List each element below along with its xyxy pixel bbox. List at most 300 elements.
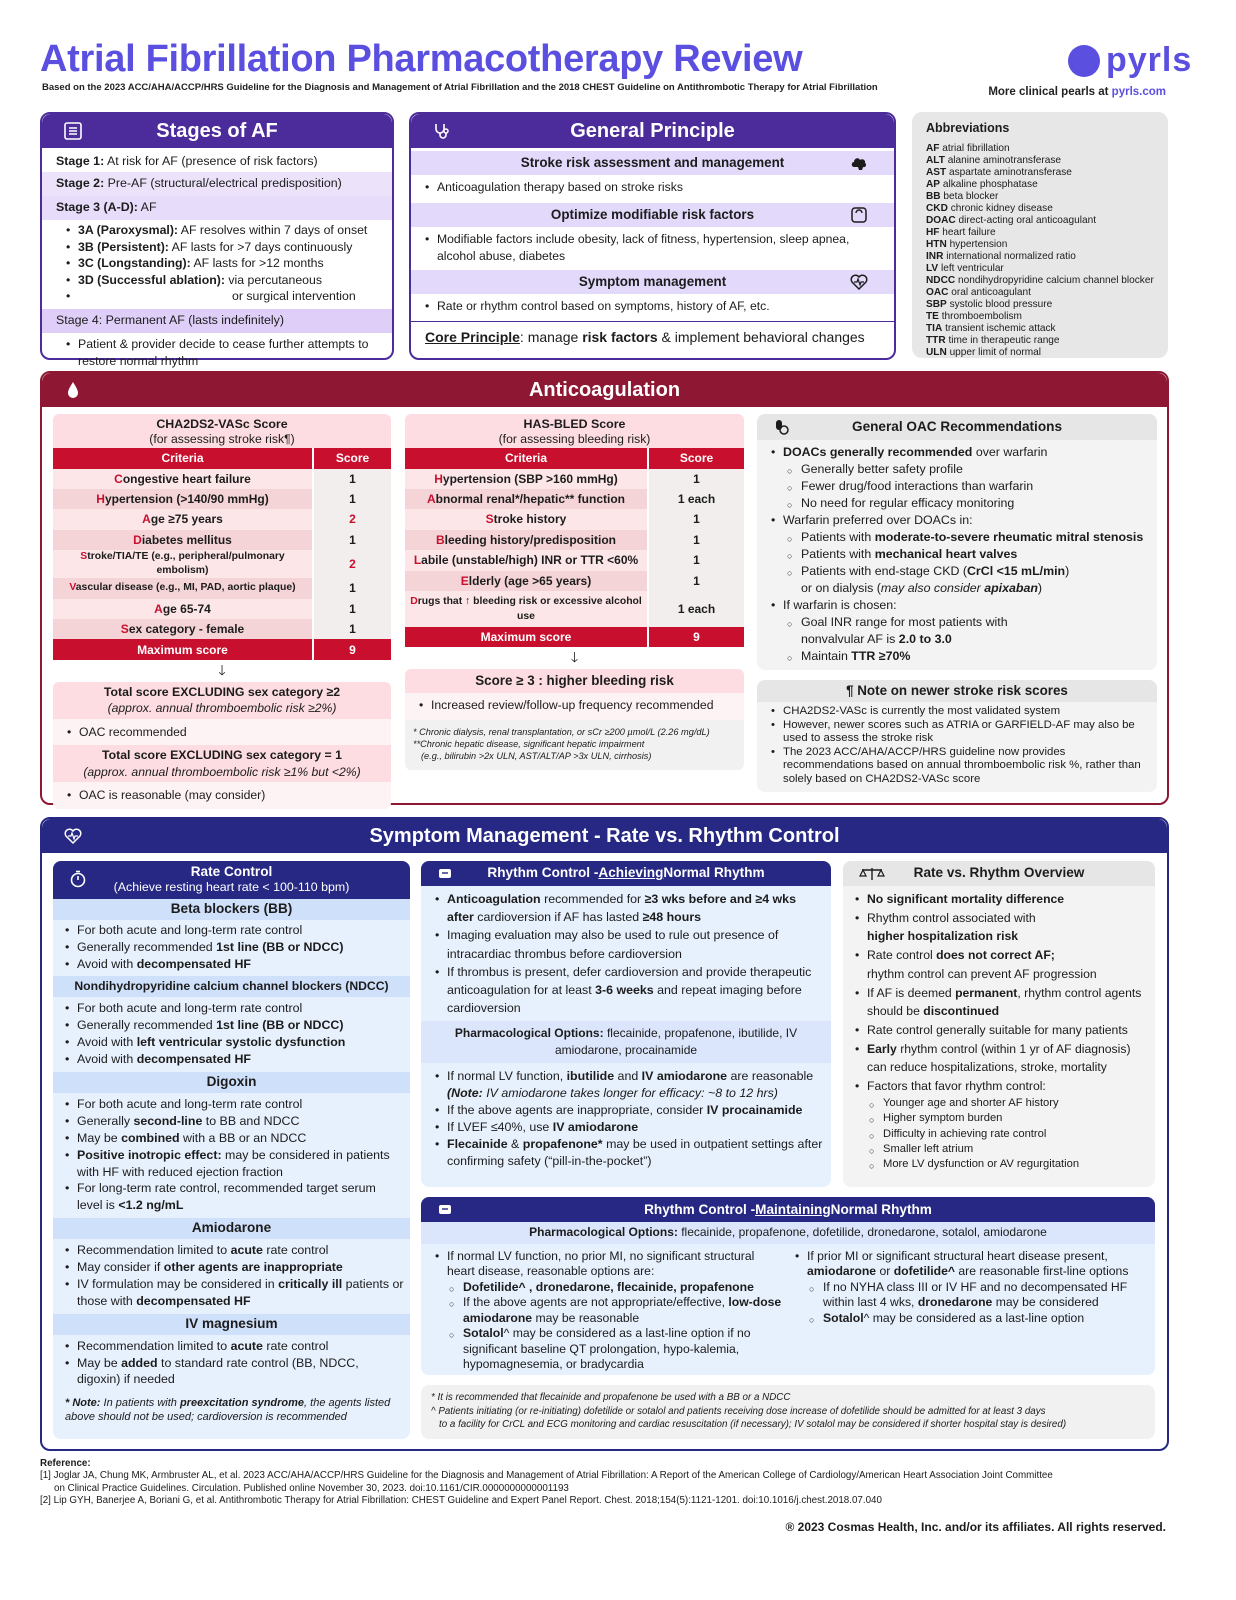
o4b: permanent <box>955 985 1018 1000</box>
stroke-risk-heading <box>411 151 894 175</box>
ach-p2 <box>435 1102 823 1119</box>
abbr-term: HF <box>926 226 940 238</box>
p2a: If the above agents are inappropriate, consider <box>447 1103 707 1118</box>
oac-c5a: Patients with <box>801 547 875 561</box>
table-row <box>405 530 744 550</box>
p3a: If LVEF ≤40%, use <box>447 1120 553 1135</box>
has-section <box>405 414 744 770</box>
maint-r1 <box>795 1249 1145 1327</box>
stage-3c <box>66 255 384 272</box>
maint-ph-b: flecainide, propafenone, dofetilide, dronedarone, sotalol, amiodarone <box>677 1225 1047 1239</box>
symptom-item: • Rate or rhythm control based on symptoms, history of AF, etc. <box>425 298 884 314</box>
bb3a: Avoid with <box>77 956 137 971</box>
mg1a: Recommendation limited to <box>77 1338 231 1353</box>
stage-2 <box>42 172 392 196</box>
digoxin-item-4 <box>65 1147 404 1181</box>
cha-result-1 <box>53 682 391 719</box>
symptom-fn3: to a facility for CrCL and ECG monitoring and cardiac resuscitation (if necessary); IV sotalol may be considered if shorter hospital stay is desired) <box>439 1419 1067 1430</box>
amiodarone-list <box>53 1239 410 1314</box>
stage-2-text: Pre-AF (structural/electrical predisposition) <box>104 176 342 190</box>
o2a: Rhythm control associated with <box>867 910 1036 925</box>
score-cell: 1 <box>313 469 391 489</box>
oac-c6 <box>787 563 1147 597</box>
criteria-letter: H <box>96 492 105 507</box>
criteria-letter: H <box>434 471 443 486</box>
score-cell: 1 <box>648 550 744 570</box>
oac-b3-text: If warfarin is chosen: <box>783 598 897 612</box>
dg4a: Positive inotropic effect: <box>77 1147 222 1162</box>
oac-b2-text: Warfarin preferred over DOACs in: <box>783 513 973 527</box>
achieving-title-b: Achieving <box>598 865 664 881</box>
criteria-cell <box>405 509 648 529</box>
cha-result-2 <box>53 745 391 782</box>
cha-header <box>53 414 391 448</box>
reference-label: Reference: <box>40 1458 91 1469</box>
achieving-header <box>421 861 831 886</box>
ovr-5: • Rate control generally suitable for many patients <box>855 1021 1149 1040</box>
abbr-definition: aspartate aminotransferase <box>949 166 1072 178</box>
more-pearls-text <box>988 85 1166 101</box>
logo-dot-icon <box>1068 45 1100 77</box>
dg2c: to BB and NDCC <box>202 1113 300 1128</box>
oac-b3 <box>771 597 1147 665</box>
nd3a: Avoid with <box>77 1035 137 1050</box>
core-c: & implement behavioral changes <box>657 328 865 345</box>
criteria-letter: D <box>133 532 142 547</box>
abbr-item <box>926 287 1154 299</box>
has-fn3: (e.g., bilirubin >2x ULN, AST/ALT/AP >3x ULN, cirrhosis) <box>421 750 652 761</box>
cha-section <box>53 414 391 809</box>
abbr-item <box>926 239 1154 251</box>
symptom-fn1: * It is recommended that flecainide and propafenone be used with a BB or a NDCC <box>431 1392 791 1403</box>
cha-title: CHA2DS2-VASc Score <box>156 417 288 431</box>
criteria-letter: B <box>435 532 445 547</box>
oac-c4a: Patients with <box>801 530 875 544</box>
cha-r2-list <box>53 782 391 808</box>
bb2b: 1st line (BB or NDCC) <box>216 939 344 954</box>
abbreviations-title: Abbreviations <box>926 121 1010 135</box>
stage-3c-text: AF lasts for >12 months <box>190 256 324 271</box>
table-row <box>405 509 744 529</box>
stage-3a-label: 3A (Paroxysmal): <box>78 223 179 237</box>
maint-r3 <box>809 1311 1145 1327</box>
oac-c4 <box>787 529 1147 546</box>
r3a: Sotalol <box>823 1310 864 1325</box>
stroke-risk-list <box>411 175 894 203</box>
table-row <box>53 619 391 639</box>
cha-sub: (for assessing stroke risk¶) <box>149 431 295 446</box>
principle-panel <box>409 112 896 360</box>
mg1b: acute <box>230 1338 263 1353</box>
abbr-item <box>926 191 1154 203</box>
list-icon <box>64 122 82 140</box>
stage-1-text: At risk for AF (presence of risk factors) <box>104 154 318 168</box>
abbr-item <box>926 215 1154 227</box>
note-title: ¶ Note on newer stroke risk scores <box>757 680 1157 702</box>
ach-p3 <box>435 1119 823 1136</box>
abbr-definition: alanine aminotransferase <box>947 154 1062 166</box>
p1g: IV amiodarone takes longer for efficacy: ~8 to 12 hrs) <box>482 1086 778 1101</box>
stroke-risk-heading-text: Stroke risk assessment and management <box>520 154 785 170</box>
criteria-text: ge 65-74 <box>162 601 211 616</box>
o6b: rhythm control (within 1 yr of AF diagnosis) can reduce hospitalizations, stroke, mortality <box>867 1041 1131 1075</box>
core-label: Core Principle <box>425 328 520 345</box>
stage-3b-label: 3B (Persistent): <box>78 239 169 254</box>
stage-3d-label: 3D (Successful ablation): <box>78 272 225 287</box>
stroke-risk-item: • Anticoagulation therapy based on stroke risks <box>425 179 884 195</box>
mg2b: added <box>121 1355 158 1370</box>
r3b: ^ may be considered as a last-line option <box>863 1310 1085 1325</box>
maint-left-list <box>435 1249 795 1373</box>
p1b: ibutilide <box>566 1069 615 1084</box>
bb-item-2 <box>65 939 404 956</box>
abbr-item <box>926 155 1154 167</box>
oac-c8b: TTR ≥70% <box>851 649 911 663</box>
symptom-fn2: ^ Patients initiating (or re-initiating) dofetilide or sotalol and patients receiving dose increase of dofetilide should be admitted for at least 3 days <box>431 1405 1046 1417</box>
maint-right-list <box>795 1249 1145 1373</box>
balance-icon <box>859 866 885 882</box>
more-prefix: More clinical pearls at <box>988 86 1112 98</box>
oac-c7 <box>787 614 1147 648</box>
oac-c6e: may also consider <box>880 581 985 595</box>
pills-icon <box>773 419 789 435</box>
pyrls-logo[interactable] <box>1068 38 1192 84</box>
dg5b: <1.2 ng/mL <box>118 1198 184 1213</box>
abbr-term: ALT <box>926 154 945 166</box>
stages-title: Stages of AF <box>156 119 278 142</box>
a3a: If thrombus is present, defer cardioversion and provide therapeutic anticoagulation for at least <box>447 964 812 998</box>
abbr-definition: chronic kidney disease <box>950 202 1053 214</box>
oac-c6f: apixaban <box>984 581 1038 595</box>
ach-p1 <box>435 1068 823 1102</box>
abbr-term: AP <box>926 178 941 190</box>
mg2c: to standard rate control (BB, NDCC, digoxin) if needed <box>77 1355 359 1387</box>
abbr-term: HTN <box>926 238 947 250</box>
magnesium-list <box>53 1335 410 1393</box>
note-section <box>757 680 1157 792</box>
oac-b1a: DOACs generally recommended <box>783 445 973 459</box>
criteria-letter: S <box>120 622 129 637</box>
stage-3 <box>42 196 392 220</box>
ach-ph-a: Pharmacological Options: <box>454 1026 604 1041</box>
has-title: HAS-BLED Score <box>523 417 626 431</box>
overview-header <box>843 861 1155 886</box>
abbreviations-panel <box>912 112 1168 358</box>
score-cell: 1 each <box>648 591 744 627</box>
ndcc-list <box>53 997 410 1072</box>
am3c: patients or those with <box>77 1276 404 1308</box>
digoxin-item-3 <box>65 1130 404 1147</box>
rate-header <box>53 861 410 899</box>
has-table <box>405 448 744 647</box>
criteria-cell <box>405 591 648 627</box>
a1c: ≥3 wks before and ≥4 wks after <box>447 892 796 925</box>
abbr-definition: alkaline phosphatase <box>942 178 1038 190</box>
criteria-cell <box>53 530 313 550</box>
criteria-text: ypertension (SBP >160 mmHg) <box>442 471 618 486</box>
abbr-definition: direct-acting oral anticoagulant <box>958 214 1097 226</box>
score-cell: 2 <box>313 509 391 529</box>
note-item-1: • CHA2DS2-VASc is currently the most validated system <box>771 705 1147 719</box>
scale-icon <box>850 206 868 224</box>
note-item-3: • The 2023 ACC/AHA/ACCP/HRS guideline now provides recommendations based on annual thromboembolic risk %, rather than solely based on CHA2DS2-VASc score <box>771 746 1147 787</box>
abbr-definition: upper limit of normal <box>949 346 1042 358</box>
abbr-term: TE <box>926 310 939 322</box>
oac-c8a: Maintain <box>801 649 852 663</box>
am1c: rate control <box>262 1243 329 1258</box>
bb-list <box>53 920 410 977</box>
oac-c2: ○ Fewer drug/food interactions than warfarin <box>787 478 1147 495</box>
overview-section <box>843 861 1155 1187</box>
oac-header <box>757 414 1157 440</box>
reference-2: [2] Lip GYH, Banerjee A, Boriani G, et al. Antithrombotic Therapy for Atrial Fibrillation: CHEST Guideline and Expert Panel Report. Chest. 2018;154(5):1121-1201. doi:10.1016/j.chest.2018.07.040 <box>40 1495 882 1507</box>
maint-title-a: Rhythm Control - <box>644 1201 756 1217</box>
r1e: are reasonable first-line options <box>955 1264 1129 1278</box>
has-result-item: • Increased review/follow-up frequency recommended <box>419 697 736 713</box>
ndcc-item-3 <box>65 1034 404 1051</box>
maint-pharm-options <box>421 1222 1155 1244</box>
r2c: may be considered <box>992 1295 1099 1309</box>
abbr-definition: systolic blood pressure <box>949 298 1053 310</box>
criteria-letter: L <box>413 553 422 568</box>
score-cell: 1 <box>648 571 744 591</box>
r2a: If no NYHA class III or IV HF and no decompensated HF within last 4 wks, <box>823 1279 1128 1309</box>
dg4b: may be considered in patients with HF with reduced ejection fraction <box>77 1147 390 1179</box>
am3d: decompensated HF <box>136 1293 251 1308</box>
abbr-definition: thromboembolism <box>941 310 1022 322</box>
stage-3d-cont: • or surgical intervention <box>66 288 384 305</box>
principle-title: General Principle <box>570 119 735 142</box>
l4a: Sotalol <box>463 1326 504 1340</box>
l4b: ^ may be considered as a last-line option if no significant baseline QT prolongation, hypo-kalemia, hypomagnesemia, or bradycardia <box>463 1326 751 1371</box>
stage-4-text: Permanent AF (lasts indefinitely) <box>102 312 284 327</box>
rate-title: Rate Control <box>190 864 273 879</box>
pyrls-link[interactable]: pyrls.com <box>1111 86 1166 98</box>
mg1c: rate control <box>262 1338 329 1353</box>
has-result-list <box>405 693 744 719</box>
p2b: IV procainamide <box>706 1103 803 1118</box>
abbr-item <box>926 347 1154 359</box>
magnesium-item-2 <box>65 1355 404 1389</box>
p1d: IV amiodarone <box>641 1069 728 1084</box>
digoxin-item-1: • For both acute and long-term rate control <box>65 1096 404 1113</box>
oac-b1 <box>771 444 1147 512</box>
criteria-text: rugs that ↑ bleeding risk or excessive alcohol use <box>417 595 642 622</box>
criteria-cell <box>53 599 313 619</box>
p1e: are reasonable <box>727 1069 814 1084</box>
rate-note-a: * Note: <box>65 1397 101 1410</box>
stages-panel <box>40 112 394 368</box>
stage-3-text: AF <box>137 200 157 214</box>
has-fn2: **Chronic hepatic disease, significant hepatic impairment <box>413 738 645 749</box>
digoxin-item-5 <box>65 1180 404 1214</box>
has-col-criteria: Criteria <box>405 448 648 468</box>
stage-4 <box>42 309 392 333</box>
abbr-definition: nondihydropyridine calcium channel blocker <box>957 274 1154 286</box>
bb3b: decompensated HF <box>136 956 251 971</box>
amiodarone-item-3 <box>65 1276 404 1310</box>
score-cell: 1 <box>648 469 744 489</box>
cha-r2-sub: (approx. annual thromboembolic risk ≥1% but <2%) <box>83 764 361 779</box>
modifiable-item: • Modifiable factors include obesity, lack of fitness, hypertension, sleep apnea, alcohol abuse, diabetes <box>425 231 884 264</box>
abbr-term: ULN <box>926 346 947 358</box>
criteria-text: lderly (age >65 years) <box>468 573 592 588</box>
p4a: Flecainide <box>447 1137 508 1152</box>
abbr-item <box>926 143 1154 155</box>
factor-item: ○ Smaller left atrium <box>869 1142 1149 1157</box>
maint-ph-a: Pharmacological Options: <box>529 1225 678 1239</box>
o4a: If AF is deemed <box>867 985 956 1000</box>
o7: Factors that favor rhythm control: <box>867 1079 1046 1094</box>
cha-max-value: 9 <box>313 639 391 659</box>
stage-1-label: Stage 1: <box>56 154 105 168</box>
r1b: amiodarone <box>807 1264 877 1278</box>
achieving-list <box>421 886 831 1021</box>
cha-r2-item: • OAC is reasonable (may consider) <box>67 787 383 803</box>
amiodarone-heading: Amiodarone <box>53 1218 410 1239</box>
rate-section <box>53 861 410 1439</box>
a3c: and repeat imaging before cardioversion <box>447 983 802 1016</box>
achieving-title-a: Rhythm Control - <box>487 865 599 881</box>
has-fn1: * Chronic dialysis, renal transplantation, or sCr ≥200 µmol/L (2.26 mg/dL) <box>413 726 710 737</box>
bb-heading: Beta blockers (BB) <box>53 899 410 920</box>
abbr-term: AST <box>926 166 947 178</box>
criteria-text: bnormal renal*/hepatic** function <box>435 492 626 507</box>
dg3a: May be <box>77 1130 122 1145</box>
amiodarone-item-2 <box>65 1259 404 1276</box>
a3b: 3-6 weeks <box>595 983 654 998</box>
heart-rate-icon <box>64 827 82 845</box>
note-item-2: • However, newer scores such as ATRIA or GARFIELD-AF may also be used to assess the stroke risk <box>771 719 1147 746</box>
oac-c8 <box>787 648 1147 665</box>
cha-r1-item: • OAC recommended <box>67 724 383 740</box>
abbr-term: TIA <box>926 322 943 334</box>
rate-note-c: preexcitation syndrome <box>179 1397 305 1410</box>
ndcc-item-4 <box>65 1051 404 1068</box>
oac-c1: ○ Generally better safety profile <box>787 461 1147 478</box>
abbr-item <box>926 263 1154 275</box>
criteria-letter: A <box>142 512 151 527</box>
stage-3b-text: AF lasts for >7 days continuously <box>168 239 353 254</box>
ach-pharm-list <box>421 1063 831 1170</box>
ndcc-item-1: • For both acute and long-term rate control <box>65 1000 404 1017</box>
l3b: low-dose amiodarone <box>463 1295 782 1325</box>
ovr-2 <box>855 909 1149 946</box>
has-result-title: Score ≥ 3 : higher bleeding risk <box>405 669 744 693</box>
criteria-text: abile (unstable/high) INR or TTR <60% <box>421 553 639 568</box>
abbr-item <box>926 227 1154 239</box>
achieving-title-c: Normal Rhythm <box>663 865 765 881</box>
oac-b1b: over warfarin <box>972 445 1048 459</box>
table-row <box>53 489 391 509</box>
symptom-heading <box>411 270 894 294</box>
has-max-value: 9 <box>648 627 744 647</box>
a1b: recommended for <box>540 892 645 906</box>
overview-title: Rate vs. Rhythm Overview <box>913 865 1085 881</box>
stethoscope-icon <box>433 122 451 140</box>
dg2a: Generally <box>77 1113 134 1128</box>
criteria-text: iabetes mellitus <box>141 532 232 547</box>
magnesium-item-1 <box>65 1338 404 1355</box>
score-cell: 1 <box>313 619 391 639</box>
o4c: , rhythm control agents should be <box>867 985 1142 1019</box>
logo-text: pyrls <box>1106 41 1193 79</box>
has-header <box>405 414 744 448</box>
stage-3-label: Stage 3 (A-D): <box>56 200 138 214</box>
abbr-definition: time in therapeutic range <box>948 334 1060 346</box>
criteria-text: ge ≥75 years <box>150 512 223 527</box>
nd3b: left ventricular systolic dysfunction <box>136 1035 346 1050</box>
rate-sub: (Achieve resting heart rate < 100-110 bpm) <box>113 879 350 894</box>
table-row <box>53 599 391 619</box>
stage-3a-text: AF resolves within 7 days of onset <box>178 223 368 237</box>
dg3b: combined <box>121 1130 180 1145</box>
a1e: ≥48 hours <box>642 910 702 925</box>
rate-note-b: In patients with <box>100 1397 180 1410</box>
stage-3d-text: via percutaneous <box>224 272 322 287</box>
oac-c7c: 2.0 to 3.0 <box>898 632 952 646</box>
table-row <box>53 509 391 529</box>
factor-item: ○ More LV dysfunction or AV regurgitation <box>869 1157 1149 1172</box>
abbr-definition: oral anticoagulant <box>951 286 1031 298</box>
oac-c7b: nonvalvular AF is <box>801 632 899 646</box>
criteria-letter: E <box>460 573 469 588</box>
table-row <box>405 571 744 591</box>
abbr-term: BB <box>926 190 941 202</box>
magnesium-heading: IV magnesium <box>53 1314 410 1335</box>
bb-item-3 <box>65 956 404 973</box>
score-cell: 1 <box>313 578 391 598</box>
symptom-list <box>411 294 894 320</box>
nd2b: 1st line (BB or NDCC) <box>216 1018 344 1033</box>
ach-p4 <box>435 1136 823 1170</box>
criteria-cell <box>405 550 648 570</box>
has-col-score: Score <box>648 448 744 468</box>
criteria-letter: A <box>154 601 163 616</box>
down-arrow-icon: 🡓 <box>570 649 579 666</box>
factor-item: ○ Difficulty in achieving rate control <box>869 1127 1149 1142</box>
factor-item: ○ Younger age and shorter AF history <box>869 1096 1149 1111</box>
oac-c7a: Goal INR range for most patients with <box>801 615 1008 629</box>
core-principle <box>411 321 894 353</box>
criteria-letter: D <box>410 595 418 607</box>
abbr-item <box>926 323 1154 335</box>
abbr-item <box>926 203 1154 215</box>
abbr-item <box>926 275 1154 287</box>
cha-r1-sub: (approx. annual thromboembolic risk ≥2%) <box>107 701 337 716</box>
abbr-definition: transient ischemic attack <box>945 322 1056 334</box>
abbr-definition: atrial fibrillation <box>942 142 1010 154</box>
abbr-item <box>926 311 1154 323</box>
symptom-footnotes <box>421 1385 1155 1439</box>
criteria-text: ypertension (>140/90 mmHg) <box>104 492 269 507</box>
dg2b: second-line <box>133 1113 203 1128</box>
oac-c4b: moderate-to-severe rheumatic mitral stenosis <box>874 530 1144 544</box>
p1a: If normal LV function, <box>447 1069 567 1084</box>
abbr-term: CKD <box>926 202 948 214</box>
l3c: may be reasonable <box>532 1310 640 1325</box>
abbr-term: SBP <box>926 298 947 310</box>
maint-l4 <box>449 1326 783 1373</box>
oac-b2 <box>771 512 1147 597</box>
criteria-cell <box>53 619 313 639</box>
maint-l3 <box>449 1295 783 1326</box>
symptom-title: Symptom Management - Rate vs. Rhythm Control <box>369 824 840 847</box>
criteria-text: troke/TIA/TE (e.g., peripheral/pulmonary embolism) <box>87 551 285 577</box>
abbr-definition: hypertension <box>949 238 1008 250</box>
o3a: Rate control <box>867 948 937 963</box>
modifiable-heading <box>411 203 894 227</box>
